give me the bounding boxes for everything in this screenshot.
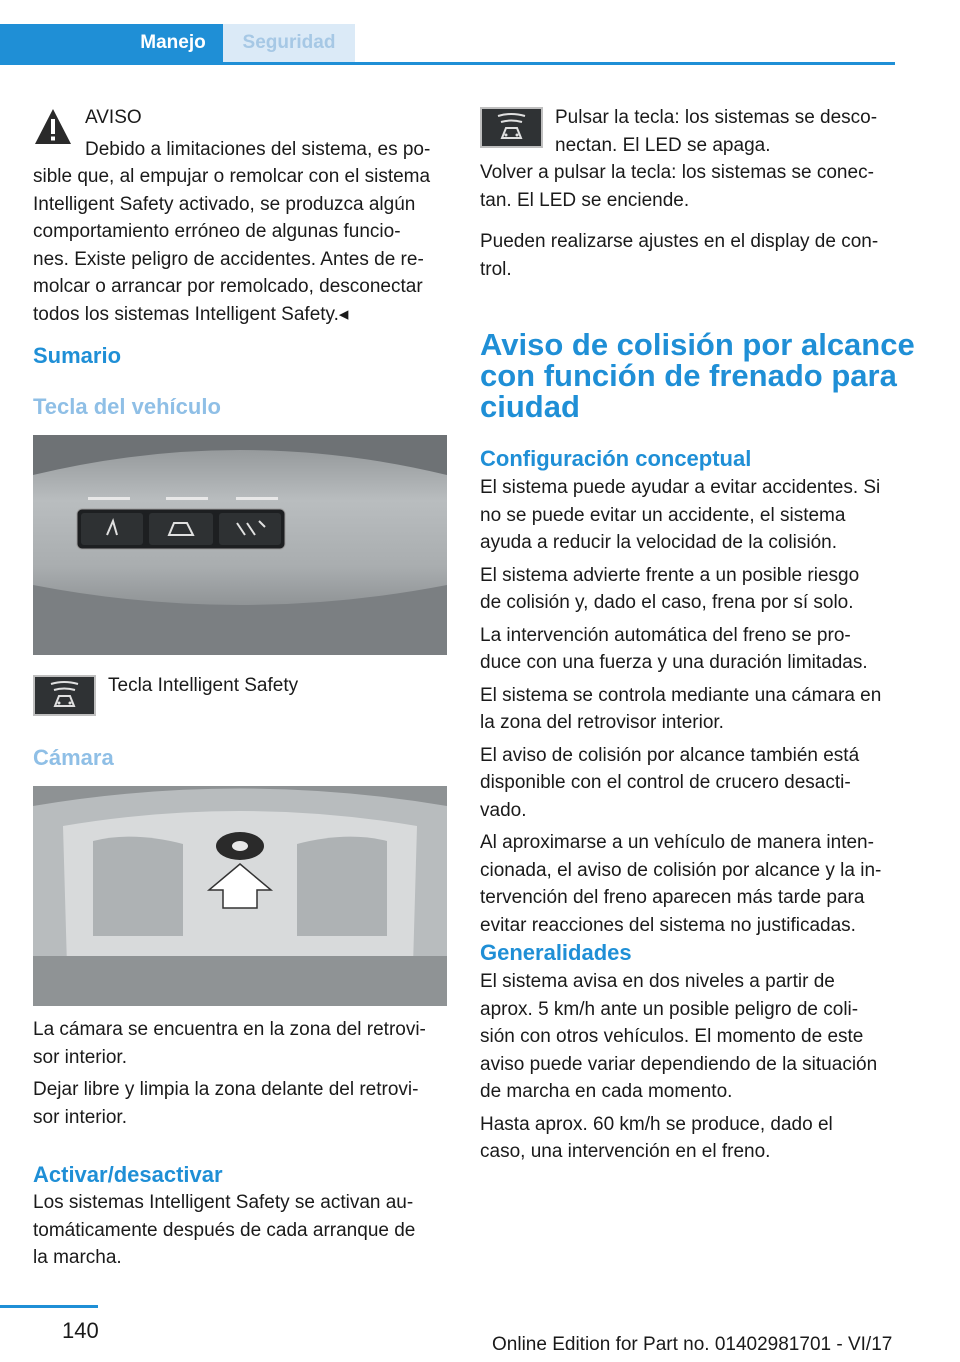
- warning-icon: [33, 107, 73, 147]
- heading-line: Aviso de colisión por alcance: [480, 327, 915, 362]
- icon-text-line: Pulsar la tecla: los sistemas se desco‐: [555, 107, 878, 128]
- p-display-line: trol.: [480, 258, 512, 280]
- tab-seguridad[interactable]: Seguridad: [223, 24, 355, 62]
- page-number: 140: [62, 1318, 99, 1343]
- heading-camara: Cámara: [33, 745, 114, 770]
- config-line: de colisión y, dado el caso, frena por sí solo.: [480, 592, 854, 613]
- camara-line: sor interior.: [33, 1106, 127, 1128]
- config-line: El sistema se controla mediante una cámara en: [480, 684, 882, 706]
- activar-line: Los sistemas Intelligent Safety se activan au‐: [33, 1192, 414, 1213]
- config-line: El sistema puede ayudar a evitar accidentes. Si: [480, 477, 881, 498]
- config-line: disponible con el control de crucero desacti‐: [480, 772, 851, 793]
- activar-line: la marcha.: [33, 1247, 122, 1268]
- config-line: ayuda a reducir la velocidad de la colisión.: [480, 532, 837, 553]
- config-line: El aviso de colisión por alcance también está: [480, 744, 860, 766]
- camara-line: sor interior.: [33, 1046, 127, 1068]
- heading-line: ciudad: [480, 389, 580, 424]
- config-line: Al aproximarse a un vehículo de manera inten‐: [480, 832, 874, 853]
- header-tab-bar: [0, 24, 895, 65]
- warning-text: [33, 163, 453, 328]
- warning-line: sible que, al empujar o remolcar con el sistema: [33, 166, 431, 187]
- camara-text: [33, 1016, 453, 1131]
- camara-line: Dejar libre y limpia la zona delante del retrovi‐: [33, 1079, 419, 1100]
- warning-line: comportamiento erróneo de algunas funcio‐: [33, 221, 401, 242]
- heading-sumario: Sumario: [33, 343, 122, 368]
- config-text: [480, 474, 900, 939]
- general-line: El sistema avisa en dos niveles a partir de: [480, 971, 835, 992]
- camara-line: La cámara se encuentra en la zona del retrovi‐: [33, 1019, 426, 1040]
- general-text: [480, 968, 900, 1166]
- warning-line: Intelligent Safety activado, se produzca algún: [33, 193, 416, 215]
- general-line: Hasta aprox. 60 km/h se produce, dado el: [480, 1113, 833, 1135]
- intelligent-safety-key-icon: [33, 675, 96, 716]
- config-line: tervención del freno aparecen más tarde para: [480, 887, 865, 908]
- general-line: caso, una intervención en el freno.: [480, 1141, 771, 1162]
- heading-configuracion: Configuración conceptual: [480, 446, 752, 471]
- config-line: cionada, el aviso de colisión por alcance y la in‐: [480, 859, 882, 881]
- tab-spacer: [0, 24, 123, 62]
- heading-generalidades: Generalidades: [480, 940, 632, 965]
- camera-photo: [33, 786, 447, 1006]
- activar-line: tomáticamente después de cada arranque de: [33, 1219, 416, 1241]
- p-display: [480, 228, 878, 283]
- vehicle-key-photo: [33, 435, 447, 655]
- key-caption: Tecla Intelligent Safety: [108, 675, 299, 696]
- warning-line: nes. Existe peligro de accidentes. Antes de re‐: [33, 248, 424, 270]
- general-line: sión con otros vehículos. El momento de este: [480, 1026, 864, 1047]
- config-line: la zona del retrovisor interior.: [480, 712, 724, 733]
- config-line: El sistema advierte frente a un posible riesgo: [480, 564, 860, 586]
- config-line: duce con una fuerza y una duración limitadas.: [480, 652, 868, 673]
- p-display-line: Pueden realizarse ajustes en el display de con‐: [480, 231, 879, 252]
- heading-tecla-vehiculo: Tecla del vehículo: [33, 394, 221, 419]
- config-line: La intervención automática del freno se pro‐: [480, 624, 851, 646]
- icon-text-line: nectan. El LED se apaga.: [555, 134, 771, 156]
- general-line: de marcha en cada momento.: [480, 1081, 733, 1102]
- heading-line: con función de frenado para: [480, 358, 897, 393]
- activar-text: [33, 1189, 453, 1272]
- config-line: vado.: [480, 799, 527, 821]
- heading-aviso-colision: [480, 329, 915, 422]
- warning-line: molcar o arrancar por remolcado, desconectar: [33, 276, 423, 297]
- warning-line: todos los sistemas Intelligent Safety.◂: [33, 303, 349, 325]
- p-again-line: tan. El LED se enciende.: [480, 189, 690, 211]
- warning-title: AVISO: [85, 107, 142, 128]
- p-again-line: Volver a pulsar la tecla: los sistemas se conec‐: [480, 162, 874, 183]
- tab-manejo[interactable]: Manejo: [123, 24, 223, 62]
- general-line: aviso puede variar dependiendo de la situación: [480, 1053, 878, 1075]
- config-line: no se puede evitar un accidente, el sistema: [480, 504, 846, 526]
- heading-activar: Activar/desactivar: [33, 1162, 223, 1187]
- general-line: aprox. 5 km/h ante un posible peligro de coli‐: [480, 998, 859, 1020]
- config-line: evitar reacciones del sistema no justificadas.: [480, 914, 856, 936]
- warning-first-line: Debido a limitaciones del sistema, es po‐: [85, 139, 431, 160]
- intelligent-safety-key-icon: [480, 107, 543, 148]
- p-again: [480, 159, 874, 214]
- edition-text: Online Edition for Part no. 01402981701 - VI/17: [492, 1334, 893, 1355]
- icon-text: [555, 104, 877, 159]
- footer-rule: [0, 1305, 98, 1308]
